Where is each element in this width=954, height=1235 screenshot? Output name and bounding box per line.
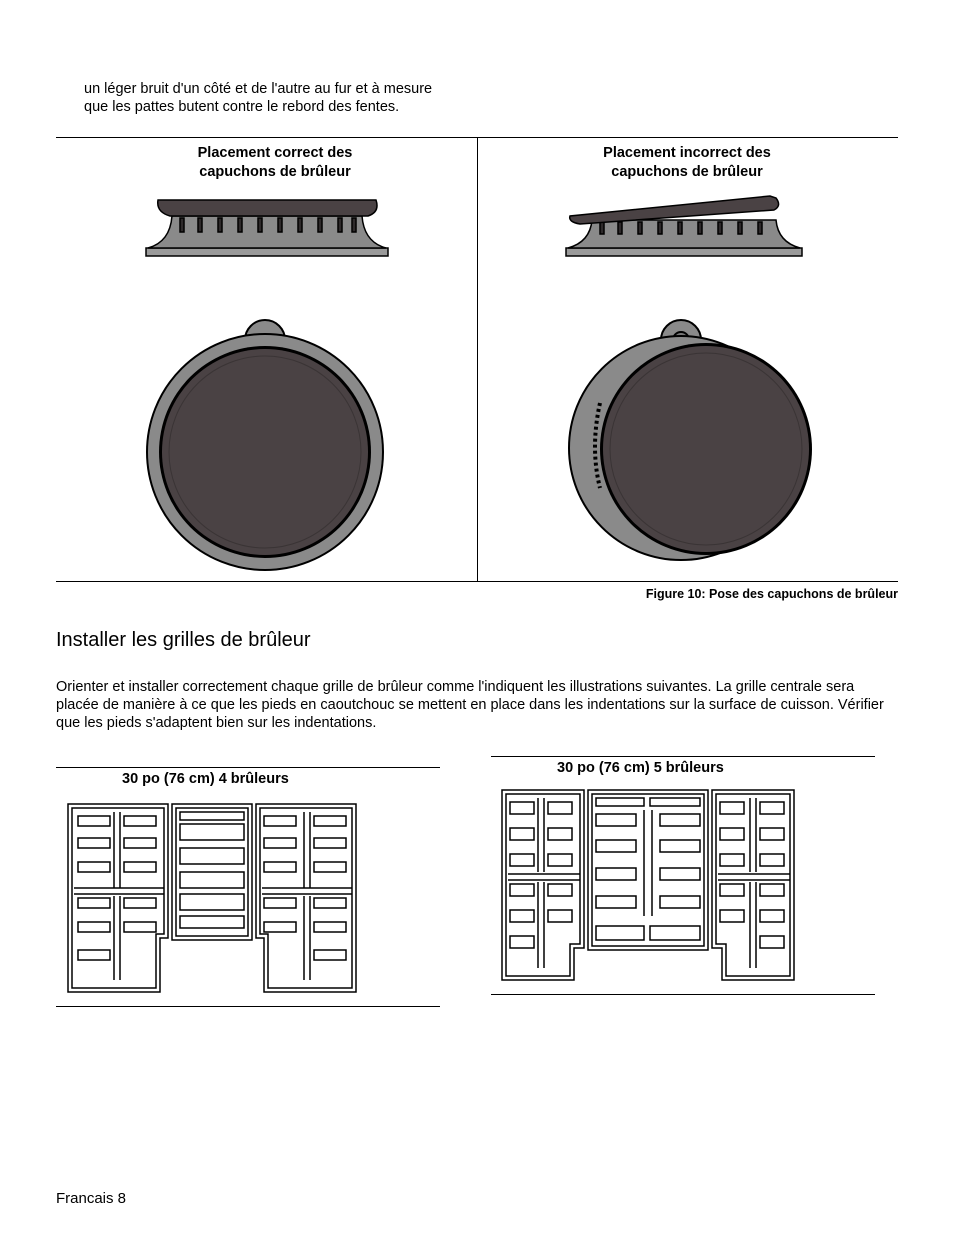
correct-heading-line-2: capuchons de brûleur bbox=[199, 164, 351, 180]
incorrect-cap-top-illustration bbox=[560, 318, 820, 563]
figure-divider bbox=[477, 137, 478, 581]
four-burner-grates-illustration bbox=[66, 800, 362, 996]
incorrect-heading-line-1: Placement incorrect des bbox=[603, 145, 771, 161]
incorrect-heading-line-2: capuchons de brûleur bbox=[611, 164, 763, 180]
incorrect-placement-heading bbox=[542, 144, 832, 182]
figure-bottom-rule bbox=[56, 581, 898, 582]
intro-line-2: que les pattes butent contre le rebord des fentes. bbox=[84, 99, 400, 115]
five-burner-bottom-rule bbox=[491, 994, 875, 995]
page-footer: Francais 8 bbox=[56, 1190, 127, 1207]
section-title: Installer les grilles de brûleur bbox=[56, 629, 311, 651]
five-burner-label: 30 po (76 cm) 5 brûleurs bbox=[557, 760, 724, 776]
four-burner-bottom-rule bbox=[56, 1006, 440, 1007]
four-burner-label: 30 po (76 cm) 4 brûleurs bbox=[122, 771, 289, 787]
intro-line-1: un léger bruit d'un côté et de l'autre au fur et à mesure bbox=[84, 81, 433, 97]
incorrect-cap-side-illustration bbox=[560, 192, 820, 264]
figure-caption: Figure 10: Pose des capuchons de brûleur bbox=[645, 587, 898, 601]
intro-text bbox=[84, 80, 484, 116]
correct-cap-top-illustration bbox=[140, 318, 400, 578]
correct-placement-heading bbox=[130, 144, 420, 182]
section-paragraph: Orienter et installer correctement chaque grille de brûleur comme l'indiquent les illustrations suivantes. La grille centrale sera placée de manière à ce que les pieds en caoutchouc se mettent en place dans les indentations sur la surface de cuisson. Vérifier que les pieds s'adaptent bien sur les indentations. bbox=[56, 679, 884, 731]
four-burner-top-rule bbox=[56, 767, 440, 768]
correct-heading-line-1: Placement correct des bbox=[197, 145, 353, 161]
correct-cap-side-illustration bbox=[140, 192, 400, 264]
five-burner-grates-illustration bbox=[500, 788, 798, 984]
five-burner-top-rule bbox=[491, 756, 875, 757]
